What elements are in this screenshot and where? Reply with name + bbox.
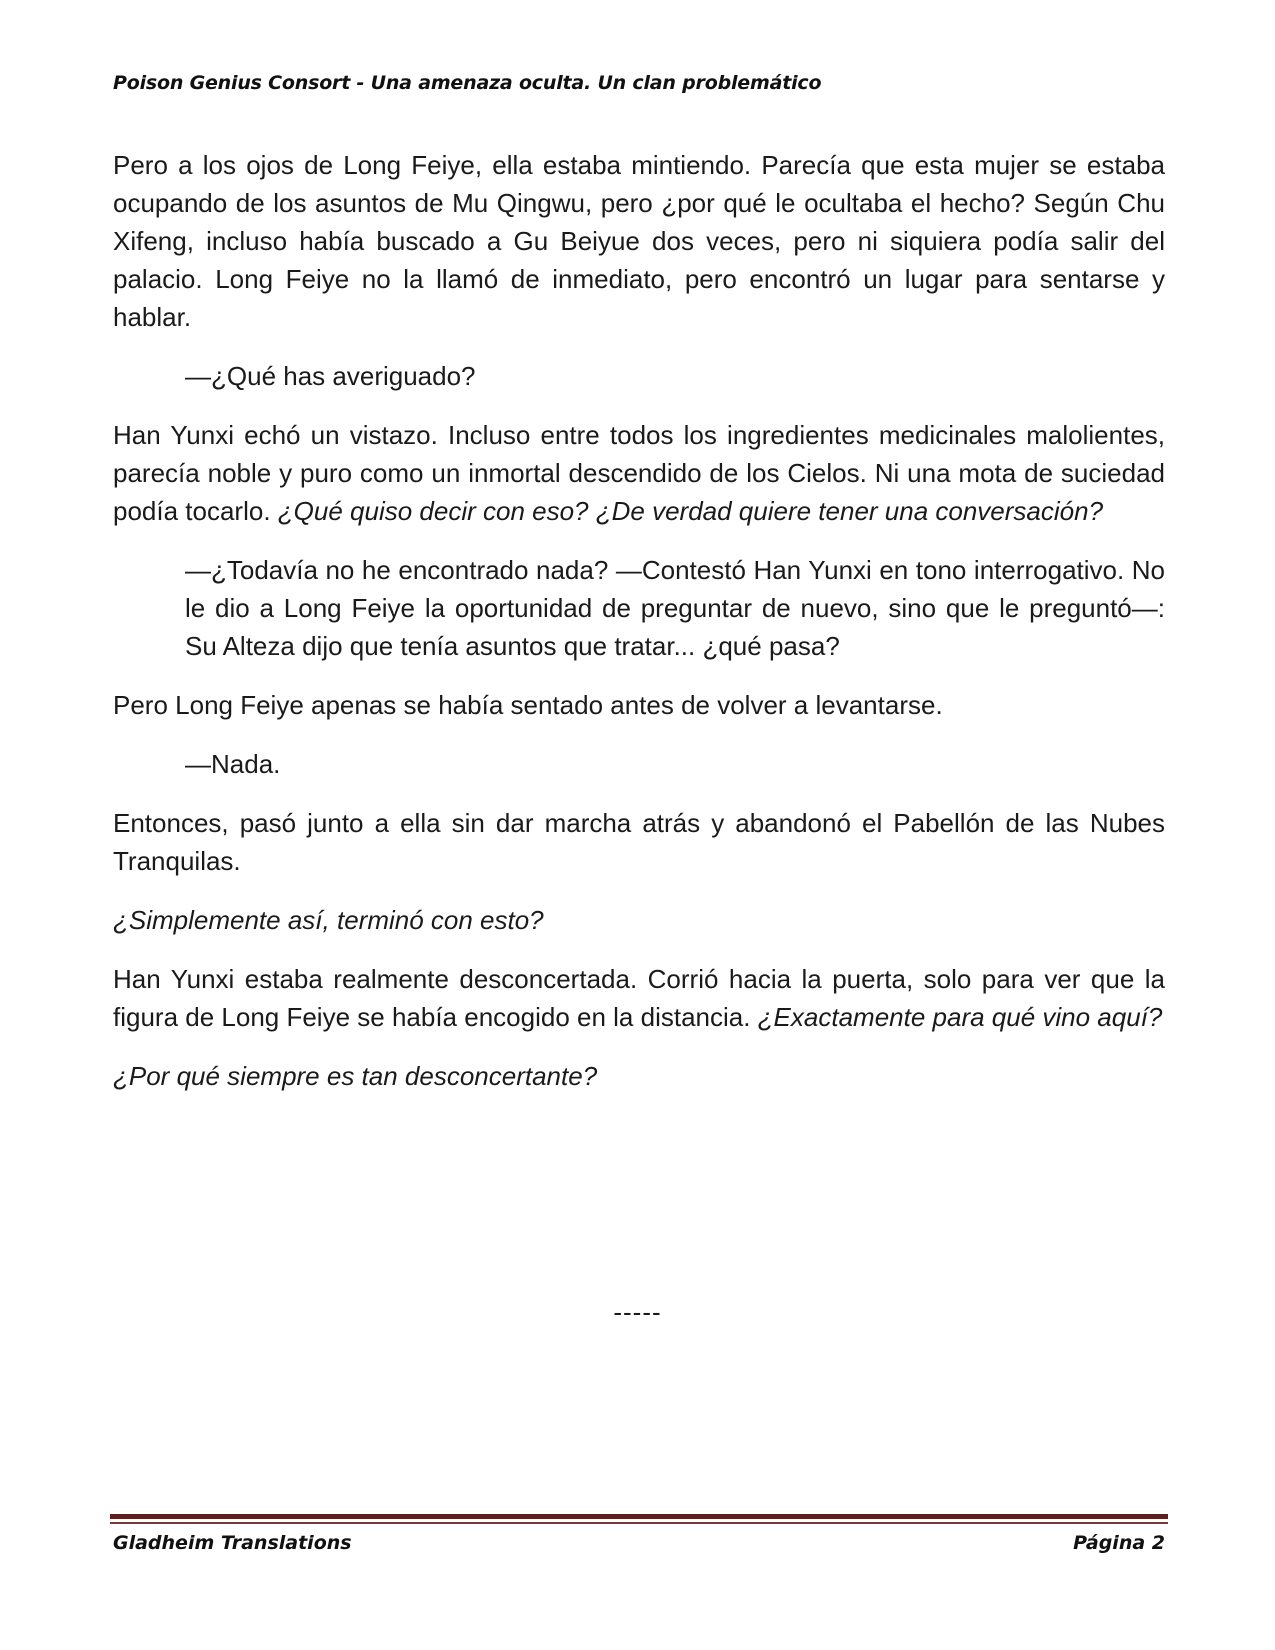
footer-page-number: Página 2 xyxy=(1073,1532,1165,1554)
dialogue-3: —Nada. xyxy=(185,749,281,779)
footer-publisher: Gladheim Translations xyxy=(113,1532,352,1554)
section-separator: ----- xyxy=(613,1297,662,1327)
paragraph-3-thought: ¿Qué quiso decir con eso? ¿De verdad quiere tener una conversación? xyxy=(277,496,1104,526)
paragraph-9 xyxy=(113,960,1165,1036)
footer-divider xyxy=(110,1514,1168,1519)
page-footer xyxy=(113,1532,1165,1554)
paragraph-9-text: Han Yunxi estaba realmente desconcertada. Corrió hacia la puerta, solo para ver que la figura de Long Feiye se había encogido en la distancia. xyxy=(113,964,1165,1032)
paragraph-5: Pero Long Feiye apenas se había sentado antes de volver a levantarse. xyxy=(113,690,943,720)
footer-divider-thin xyxy=(110,1522,1168,1524)
dialogue-1: —¿Qué has averiguado? xyxy=(185,361,476,391)
paragraph-7: Entonces, pasó junto a ella sin dar marcha atrás y abandonó el Pabellón de las Nubes Tranquilas. xyxy=(113,808,1165,876)
paragraph-10-thought: ¿Por qué siempre es tan desconcertante? xyxy=(113,1061,598,1091)
paragraph-8-thought: ¿Simplemente así, terminó con esto? xyxy=(113,905,544,935)
page-header-title: Poison Genius Consort - Una amenaza oculta. Un clan problemático xyxy=(113,72,822,94)
paragraph-9-thought: ¿Exactamente para qué vino aquí? xyxy=(757,1002,1163,1032)
paragraph-3-text: Han Yunxi echó un vistazo. Incluso entre todos los ingredientes medicinales malolientes, parecía noble y puro como un inmortal descendido de los Cielos. Ni una mota de suciedad podía tocarlo. xyxy=(113,420,1165,526)
paragraph-3 xyxy=(113,416,1165,530)
document-body xyxy=(113,146,1165,1116)
dialogue-2: —¿Todavía no he encontrado nada? —Contestó Han Yunxi en tono interrogativo. No le dio a Long Feiye la oportunidad de preguntar de nuevo, sino que le preguntó—: Su Alteza dijo que tenía asuntos que tratar... ¿qué pasa? xyxy=(185,555,1165,661)
paragraph-1: Pero a los ojos de Long Feiye, ella estaba mintiendo. Parecía que esta mujer se estaba ocupando de los asuntos de Mu Qingwu, pero ¿por qué le ocultaba el hecho? Según Chu Xifeng, incluso había buscado a Gu Beiyue dos veces, pero ni siquiera podía salir del palacio. Long Feiye no la llamó de inmediato, pero encontró un lugar para sentarse y hablar. xyxy=(113,150,1165,332)
